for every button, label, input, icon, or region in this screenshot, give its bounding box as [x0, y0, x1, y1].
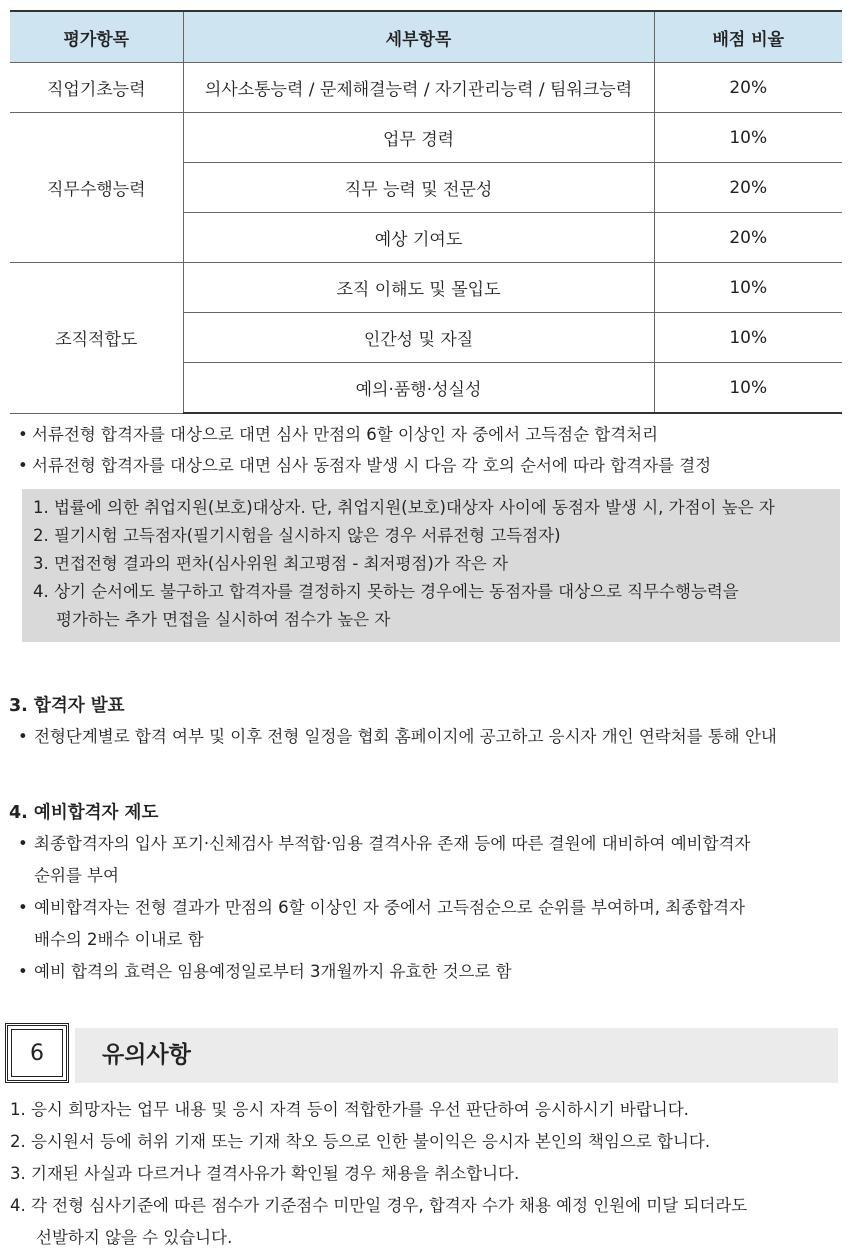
detail-cell: 인간성 및 자질 — [183, 313, 654, 363]
detail-cell: 의사소통능력 / 문제해결능력 / 자기관리능력 / 팀워크능력 — [183, 63, 654, 113]
list-item: • 서류전형 합격자를 대상으로 대면 심사 만점의 6할 이상인 자 중에서 고득점순 합격처리 — [18, 419, 711, 450]
category-cell: 직업기초능력 — [10, 63, 183, 113]
list-item: 1. 응시 희망자는 업무 내용 및 응시 자격 등이 적합한가를 우선 판단하여 응시하시기 바랍니다. — [10, 1100, 689, 1119]
bullet-icon: • — [18, 456, 28, 475]
detail-cell: 예의·품행·성실성 — [183, 363, 654, 414]
list-item: • 서류전형 합격자를 대상으로 대면 심사 동점자 발생 시 다음 각 호의 순서에 따라 합격자를 결정 — [18, 450, 711, 481]
bullet-icon: • — [18, 425, 28, 444]
section-6-header — [5, 1023, 838, 1085]
weight-cell: 10% — [654, 363, 842, 414]
section-3-title: 3. 합격자 발표 — [9, 696, 125, 716]
list-item: • 전형단계별로 합격 여부 및 이후 전형 일정을 협회 홈페이지에 공고하고 응시자 개인 연락처를 통해 안내 — [18, 721, 843, 753]
category-cell: 조직적합도 — [10, 263, 183, 414]
category-cell: 직무수행능력 — [10, 113, 183, 263]
weight-cell: 10% — [654, 263, 842, 313]
weight-cell: 20% — [654, 213, 842, 263]
selection-rules — [18, 419, 711, 481]
section-number-box: 6 — [5, 1023, 69, 1083]
list-item: 2. 필기시험 고득점자(필기시험을 실시하지 않은 경우 서류전형 고득점자) — [33, 526, 561, 545]
bullet-icon: • — [18, 962, 28, 981]
weight-cell: 10% — [654, 313, 842, 363]
section-4-body — [18, 828, 843, 988]
table-header-row — [10, 11, 842, 63]
notes-list — [10, 1094, 845, 1254]
weight-cell: 20% — [654, 63, 842, 113]
weight-cell: 20% — [654, 163, 842, 213]
list-item: • 예비 합격의 효력은 임용예정일로부터 3개월까지 유효한 것으로 함 — [18, 956, 843, 988]
header-detail: 세부항목 — [183, 11, 654, 63]
table-row — [10, 113, 842, 163]
bullet-icon: • — [18, 727, 28, 746]
table-row — [10, 63, 842, 113]
list-item: 4. 각 전형 심사기준에 따른 점수가 기준점수 미만일 경우, 합격자 수가 채용 예정 인원에 미달 되더라도 — [10, 1196, 748, 1215]
tiebreak-box — [22, 489, 840, 642]
detail-cell: 업무 경력 — [183, 113, 654, 163]
list-item: 3. 기재된 사실과 다르거나 결격사유가 확인될 경우 채용을 취소합니다. — [10, 1164, 520, 1183]
list-item: 2. 응시원서 등에 허위 기재 또는 기재 착오 등으로 인한 불이익은 응시자 본인의 책임으로 합니다. — [10, 1132, 711, 1151]
list-item-continued: 평가하는 추가 면접을 실시하여 점수가 높은 자 — [56, 610, 391, 629]
table-row — [10, 263, 842, 313]
detail-cell: 직무 능력 및 전문성 — [183, 163, 654, 213]
header-category: 평가항목 — [10, 11, 183, 63]
list-item: 3. 면접전형 결과의 편차(심사위원 최고평점 - 최저평점)가 작은 자 — [33, 554, 509, 573]
weight-cell: 10% — [654, 113, 842, 163]
evaluation-table — [10, 10, 842, 414]
detail-cell: 조직 이해도 및 몰입도 — [183, 263, 654, 313]
section-3-body — [18, 721, 843, 753]
header-weight: 배점 비율 — [654, 11, 842, 63]
list-item: 4. 상기 순서에도 불구하고 합격자를 결정하지 못하는 경우에는 동점자를 대상으로 직무수행능력을 — [33, 582, 739, 601]
list-item-continued: 선발하지 않을 수 있습니다. — [36, 1228, 233, 1247]
bullet-icon: • — [18, 834, 28, 853]
list-item: 1. 법률에 의한 취업지원(보호)대상자. 단, 취업지원(보호)대상자 사이에 동점자 발생 시, 가점이 높은 자 — [33, 498, 775, 517]
list-item: • 예비합격자는 전형 결과가 만점의 6할 이상인 자 중에서 고득점순으로 순위를 부여하며, 최종합격자 배수의 2배수 이내로 함 — [18, 892, 843, 956]
bullet-icon: • — [18, 898, 28, 917]
detail-cell: 예상 기여도 — [183, 213, 654, 263]
section-4-title: 4. 예비합격자 제도 — [9, 803, 159, 823]
list-item: • 최종합격자의 입사 포기·신체검사 부적합·임용 결격사유 존재 등에 따른 결원에 대비하여 예비합격자 순위를 부여 — [18, 828, 843, 892]
section-6-title: 유의사항 — [102, 1042, 191, 1068]
